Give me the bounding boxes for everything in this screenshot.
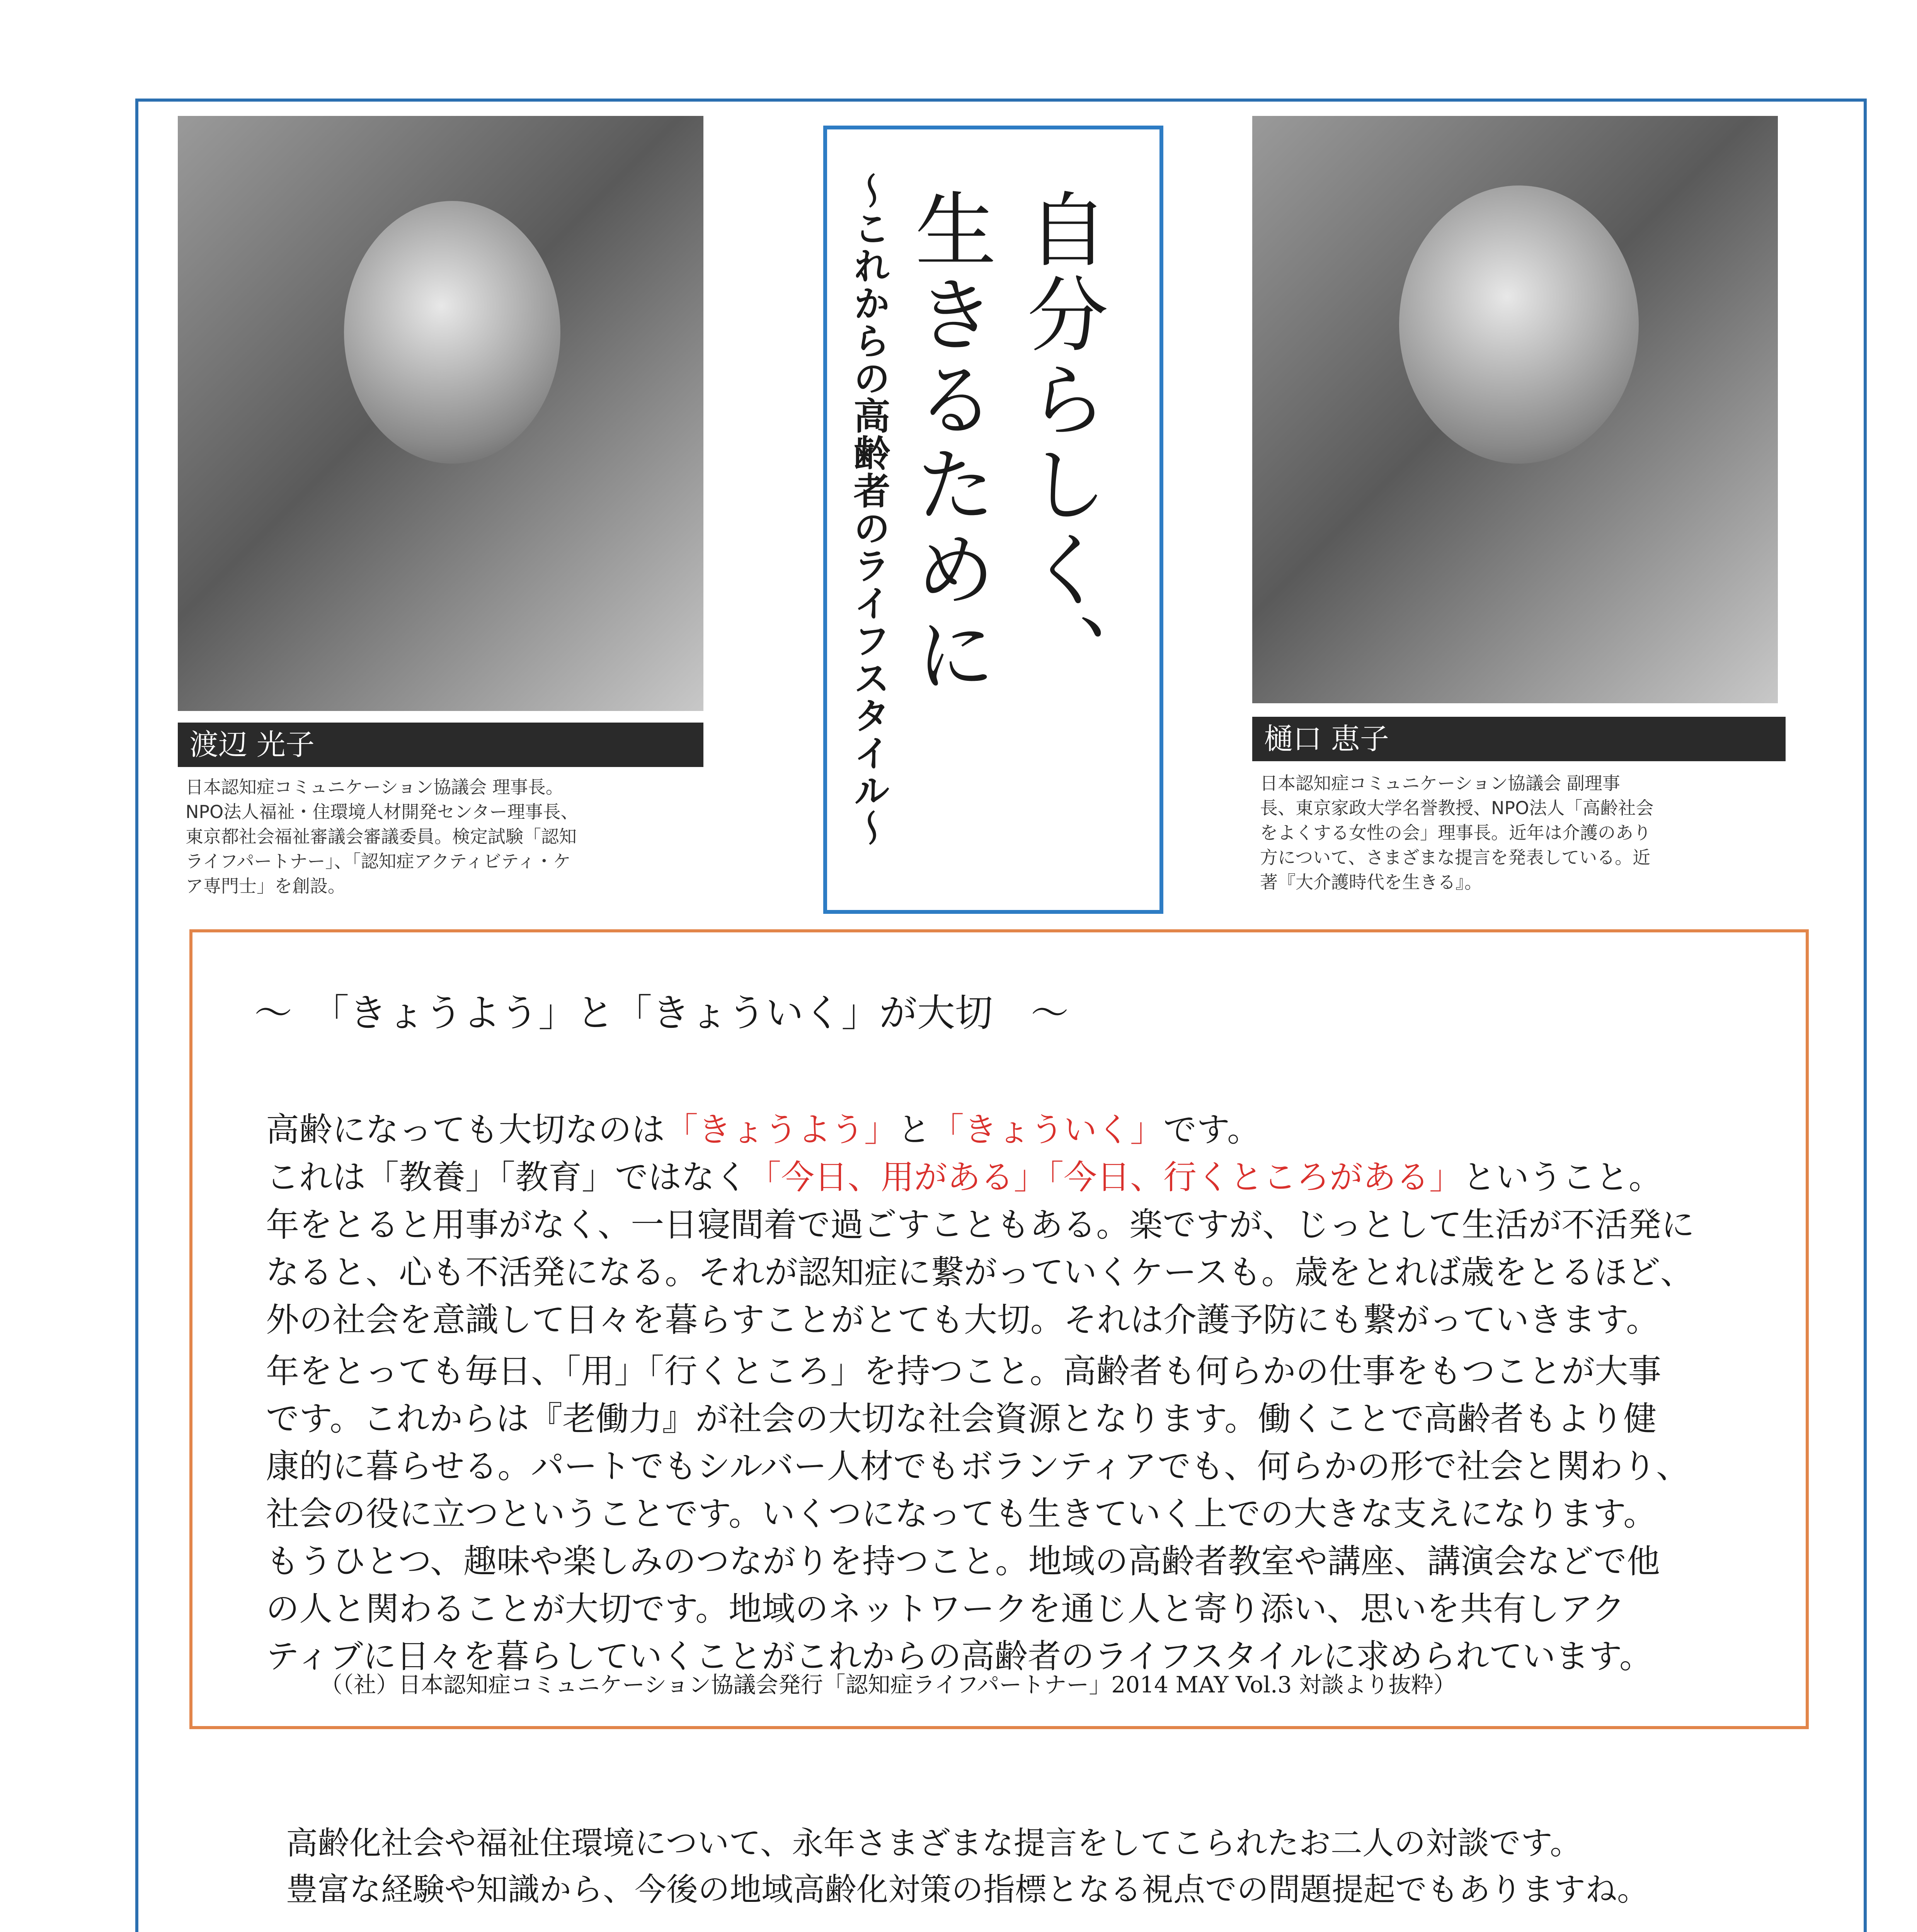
article-box xyxy=(189,929,1809,1729)
title-subtitle: 〜これからの高齢者のライフスタイル〜 xyxy=(848,172,890,847)
photo-higuchi xyxy=(1252,116,1778,703)
article-source: （（社）日本認知症コミュニケーション協議会発行「認知症ライフパートナー」2014 MAY Vol.3 対談より抜粋） xyxy=(320,1672,1456,1698)
note-line-1: 高齢化社会や福祉住環境について、永年さまざまな提言をしてこられたお二人の対談です。 xyxy=(286,1825,1582,1862)
article-paragraph-2: 年をとっても毎日、「用」「行くところ」を持つこと。高齢者も何らかの仕事をもつことが大事 です。これからは『老働力』が社会の大切な社会資源となります。働くことで高齢者もより健 康的に暮らせる。パートでもシルバー人材でもボランティアでも、何らかの形で社会と関わり、 社会の役に立つということです。いくつになっても生きていく上での大きな支えになります。 もうひとつ、趣味や楽しみのつながりを持つこと。地域の高齢者教室や講座、講演会などで他 の人と関わることが大切です。地域のネットワークを通じ人と寄り添い、思いを共有しアク ティブに日々を暮らしていくことがこれからの高齢者のライフスタイルに求められています。 xyxy=(266,1352,1689,1676)
photo-watanabe xyxy=(178,116,703,711)
article-paragraph-1: 高齢になっても大切なのは「きょうよう」と「きょういく」です。 これは「教養」「教育」ではなく「今日、用がある」「今日、行くところがある」ということ。 年をとると用事がなく、一日寝間着で過ごすこともある。楽ですが、じっとして生活が不活発に なると、心も不活発になる。それが認知症に繋がっていくケースも。歳をとれば歳をとるほど、 外の社会を意識して日々を暮らすことがとても大切。それは介護予防にも繋がっていきます。 xyxy=(266,1111,1695,1339)
article-heading: 〜 「きょうよう」と「きょういく」が大切 〜 xyxy=(254,991,1069,1035)
name-higuchi: 樋口 恵子 xyxy=(1252,717,1786,761)
bio-higuchi: 日本認知症コミュニケーション協議会 副理事 長、東京家政大学名誉教授、NPO法人「高齢社会 をよくする女性の会」理事長。近年は介護のあり 方について、さまざまな提言を発表している。近 著『大介護時代を生きる』。 xyxy=(1260,773,1654,893)
title-main: 自分らしく、 生きるために xyxy=(902,187,1108,697)
bio-watanabe: 日本認知症コミュニケーション協議会 理事長。 NPO法人福祉・住環境人材開発センター理事長、 東京都社会福祉審議会審議委員。検定試験「認知 ライフパートナー」、「認知症アクティビティ・ケ ア専門士」を創設。 xyxy=(186,777,579,896)
name-watanabe: 渡辺 光子 xyxy=(178,723,703,767)
note-line-2: 豊富な経験や知識から、今後の地域高齢化対策の指標となる視点での問題提起でもありますね。 xyxy=(286,1871,1649,1908)
title-box xyxy=(823,126,1163,914)
